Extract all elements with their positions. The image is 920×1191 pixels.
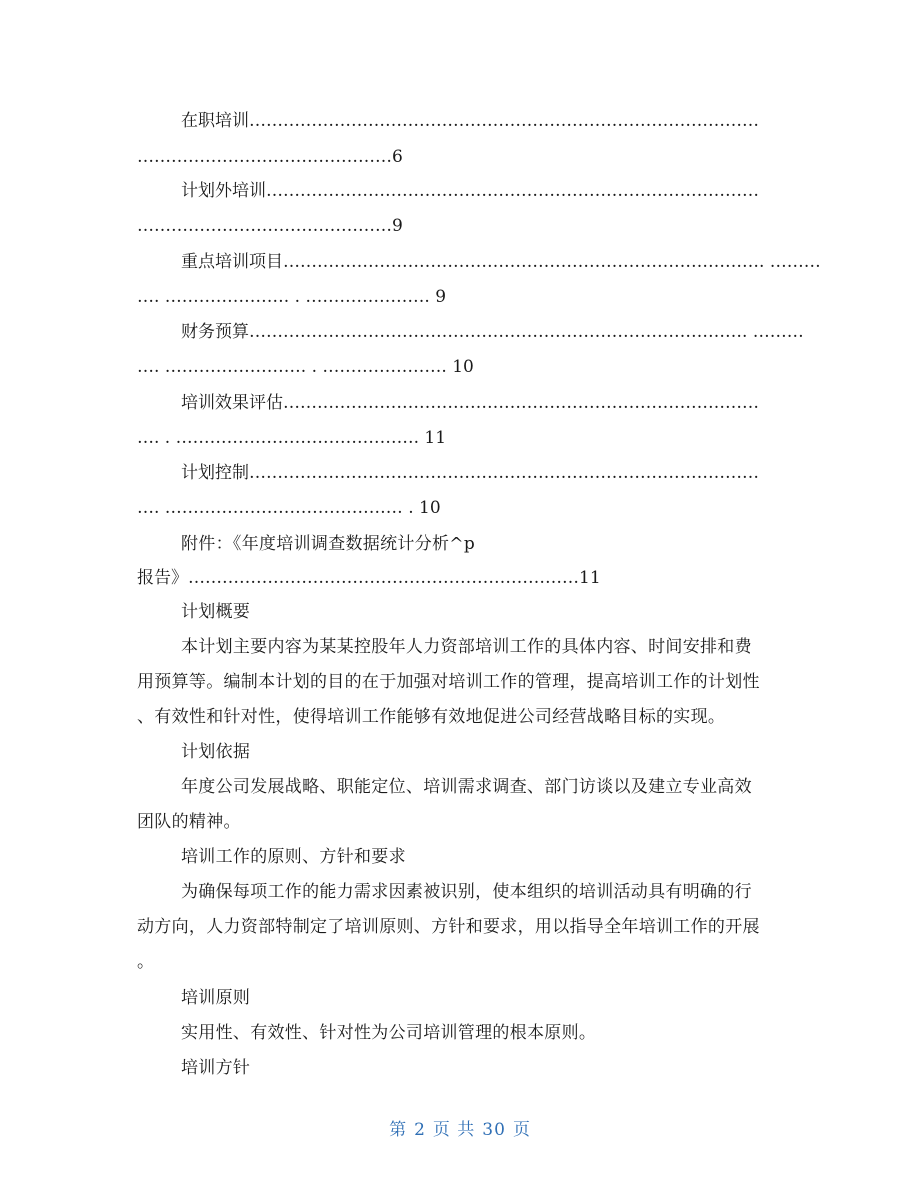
heading-overview: 计划概要 (181, 602, 251, 622)
paragraph-training-principle: 实用性、有效性、针对性为公司培训管理的根本原则。 (181, 1023, 597, 1043)
heading-training-principle: 培训原则 (181, 988, 251, 1008)
toc-entry-5-line1[interactable]: 培训效果评估………………………………………………………………………… (181, 393, 759, 413)
footer-suffix: 页 (512, 1120, 531, 1140)
paragraph-basis-line2: 团队的精神。 (137, 812, 241, 832)
heading-training-policy: 培训方针 (181, 1058, 251, 1078)
heading-basis: 计划依据 (181, 742, 251, 762)
toc-entry-1-line1[interactable]: 在职培训……………………………………………………………………………… (181, 111, 759, 131)
toc-entry-6-line1[interactable]: 计划控制……………………………………………………………………………… (181, 463, 759, 483)
toc-entry-3-line2[interactable]: …. …………………. . …………………. 9 (137, 287, 447, 307)
paragraph-basis-line1: 年度公司发展战略、职能定位、培训需求调查、部门访谈以及建立专业高效 (181, 777, 752, 797)
page-footer (0, 1115, 920, 1140)
footer-page-number: 2 (414, 1120, 426, 1140)
toc-entry-3-line1[interactable]: 重点培训项目…………………………………………………………………………. ……… (181, 252, 821, 272)
toc-entry-1-line2[interactable]: ………………………………………6 (137, 147, 403, 167)
toc-entry-2-line2[interactable]: ………………………………………9 (137, 216, 403, 236)
toc-appendix-line1[interactable]: 附件：《年度培训调查数据统计分析^p (181, 534, 476, 554)
toc-entry-6-line2[interactable]: …. …………………………………… . 10 (137, 498, 441, 518)
paragraph-principles-line3: 。 (137, 952, 155, 972)
toc-entry-4-line1[interactable]: 财务预算……………………………………………………………………………. ……… (181, 322, 804, 342)
paragraph-overview-line1: 本计划主要内容为某某控股年人力资部培训工作的具体内容、时间安排和费 (181, 637, 752, 657)
toc-entry-2-line1[interactable]: 计划外培训…………………………………………………………………………… (181, 181, 759, 201)
toc-entry-4-line2[interactable]: …. ……………………. . …………………. 10 (137, 357, 474, 377)
footer-prefix: 第 (389, 1120, 408, 1140)
toc-entry-5-line2[interactable]: …. . ……………………………………. 11 (137, 428, 447, 448)
paragraph-principles-line1: 为确保每项工作的能力需求因素被识别，使本组织的培训活动具有明确的行 (181, 882, 752, 902)
paragraph-overview-line2: 用预算等。编制本计划的目的在于加强对培训工作的管理，提高培训工作的计划性 (137, 672, 760, 692)
paragraph-overview-line3: 、有效性和针对性，使得培训工作能够有效地促进公司经营战略目标的实现。 (137, 707, 726, 727)
paragraph-principles-line2: 动方向，人力资部特制定了培训原则、方针和要求，用以指导全年培训工作的开展 (137, 917, 760, 937)
footer-total-pages: 30 (482, 1120, 506, 1140)
footer-mid: 页 共 (432, 1120, 476, 1140)
heading-principles-policy-requirements: 培训工作的原则、方针和要求 (181, 847, 406, 867)
toc-appendix-line2[interactable]: 报告》……………………………………………………………11 (137, 568, 601, 588)
